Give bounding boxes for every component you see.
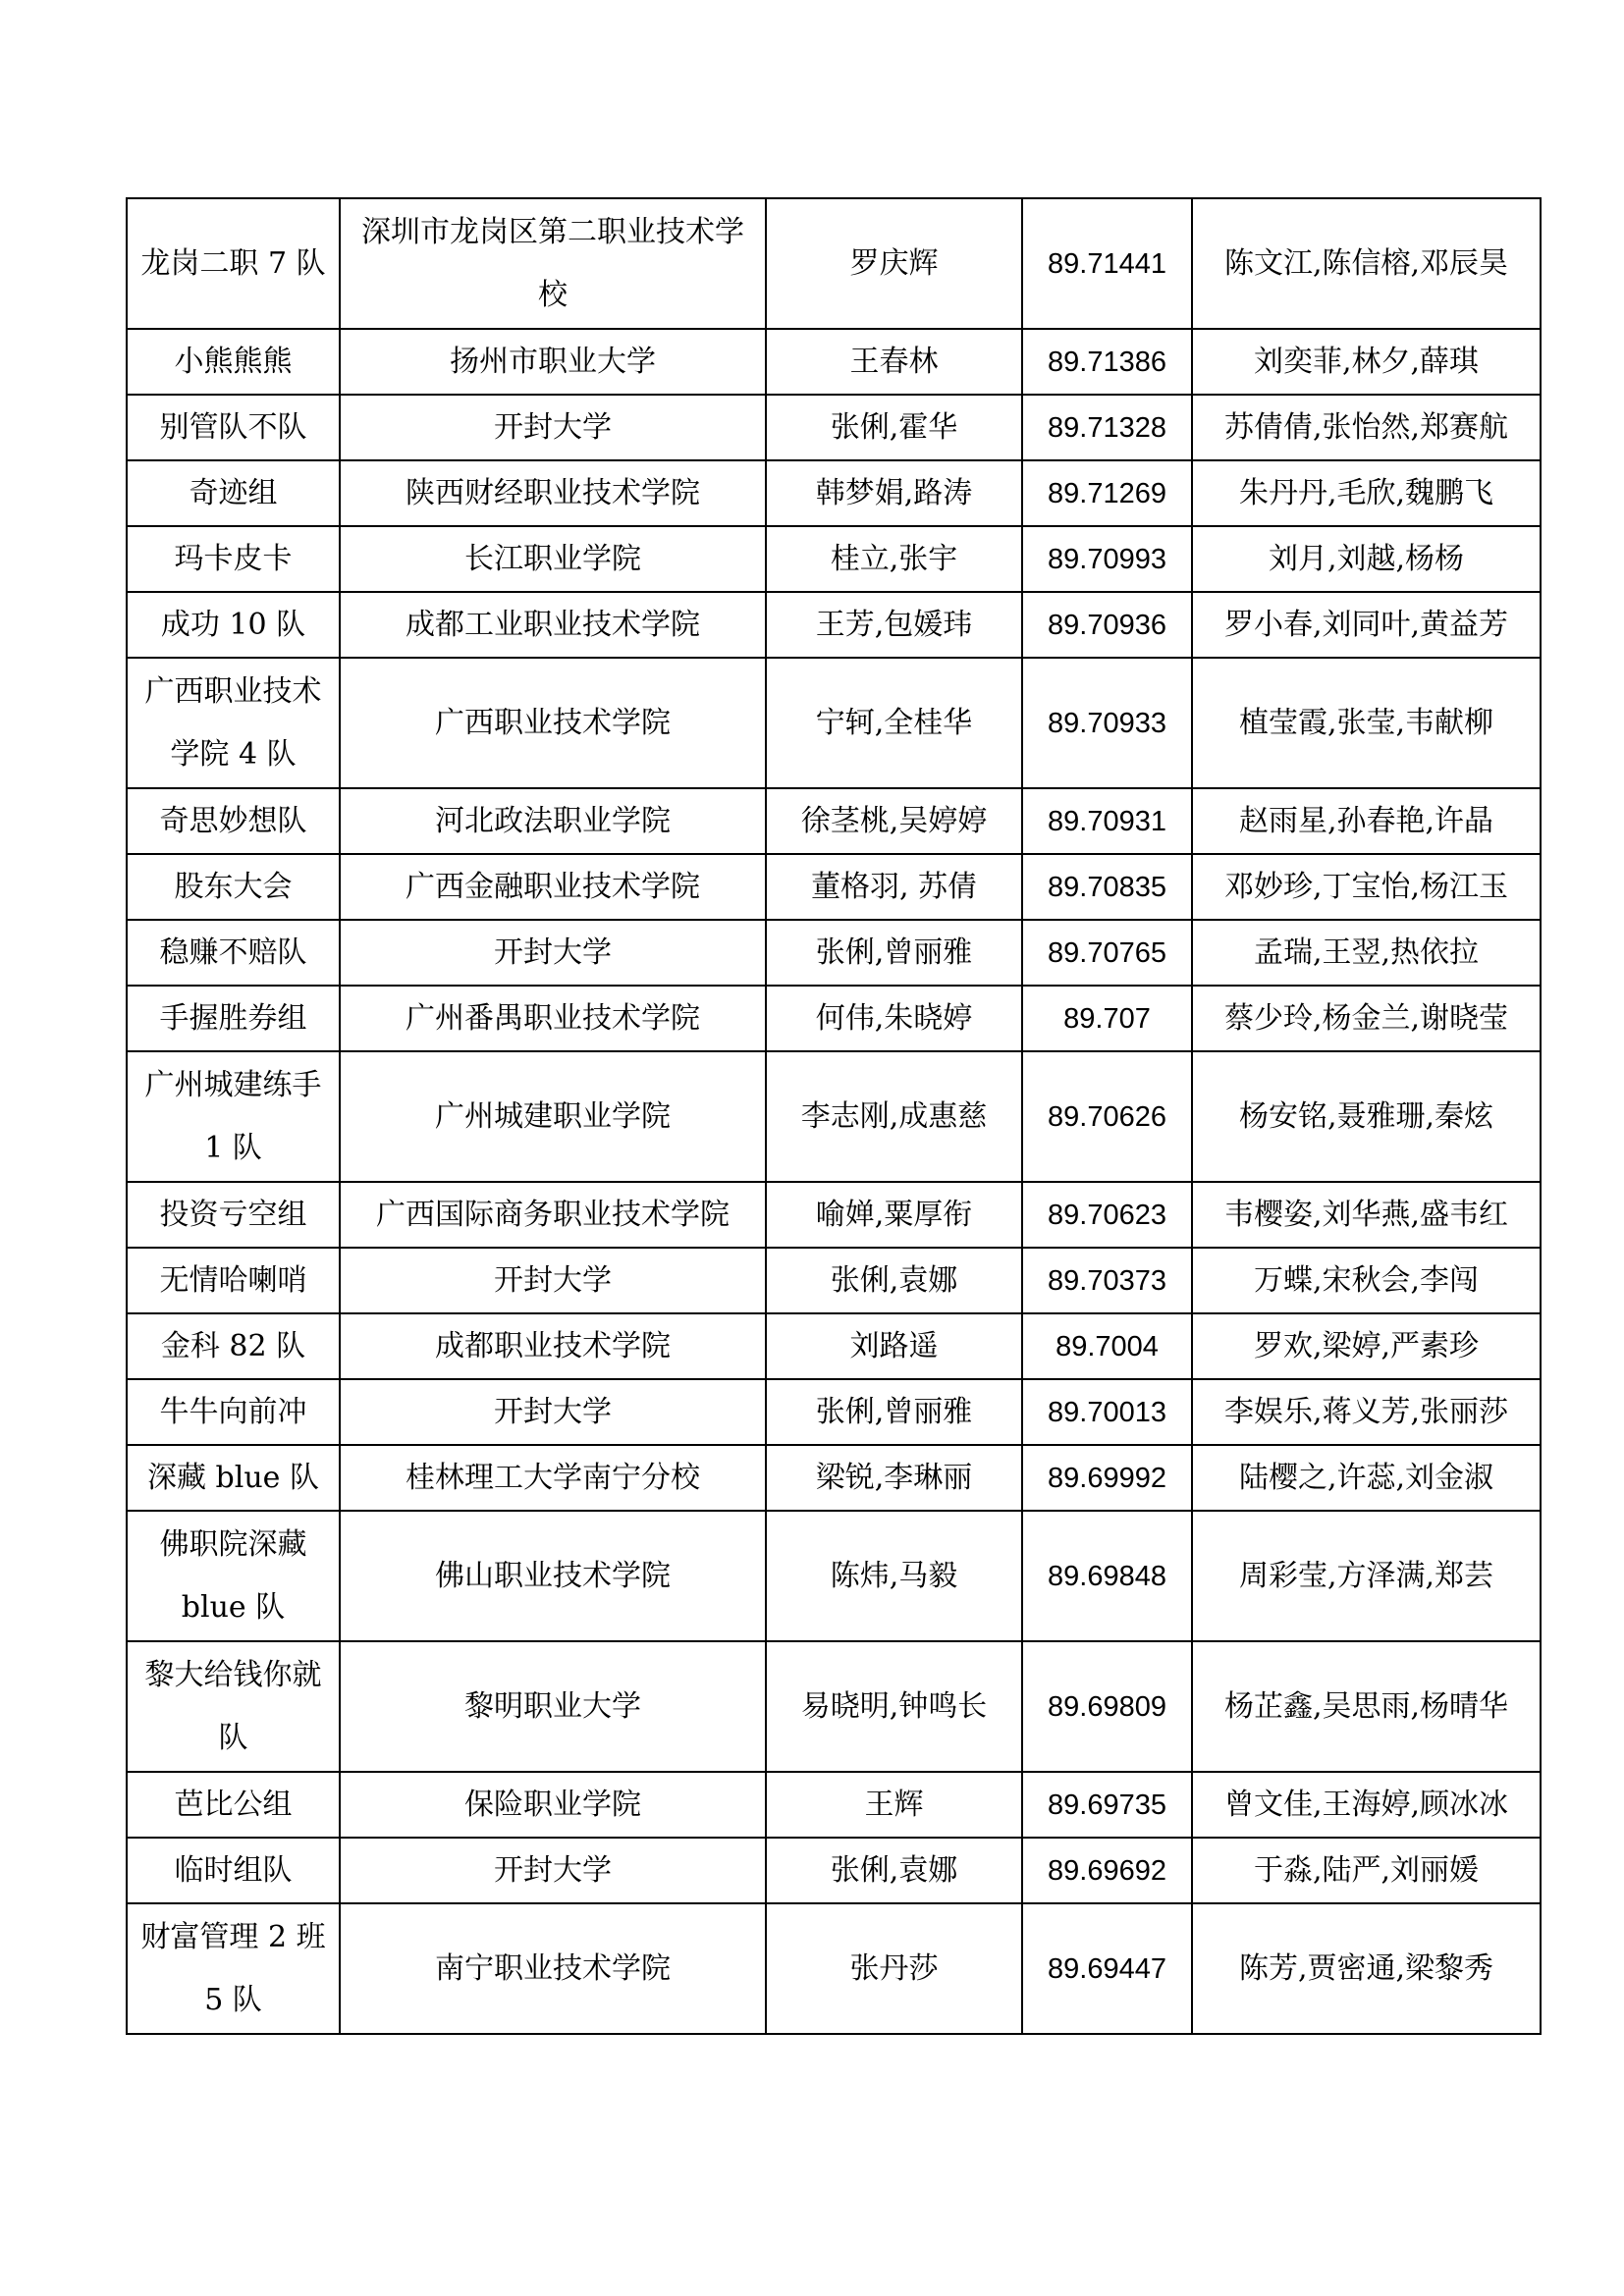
team-name-cell <box>127 854 340 920</box>
team-name-text: 奇思妙想队 <box>159 803 307 838</box>
team-name-cell <box>127 592 340 658</box>
school-cell <box>340 460 766 526</box>
team-name-cell <box>127 1313 340 1379</box>
team-name-text: 财富管理 2 班 5 队 <box>140 1919 326 2017</box>
score-text: 89.70373 <box>1048 1264 1166 1297</box>
advisor-text: 张俐,霍华 <box>830 409 958 445</box>
team-name-cell <box>127 526 340 592</box>
school-text: 成都职业技术学院 <box>435 1328 671 1363</box>
members-text: 刘月,刘越,杨杨 <box>1268 541 1465 576</box>
advisor-text: 张俐,曾丽雅 <box>815 934 973 970</box>
team-name-cell <box>127 1903 340 2034</box>
members-cell <box>1192 854 1541 920</box>
members-cell <box>1192 788 1541 854</box>
school-text: 河北政法职业学院 <box>435 803 671 838</box>
members-cell <box>1192 1511 1541 1641</box>
score-text: 89.707 <box>1063 1002 1151 1035</box>
team-name-text: 股东大会 <box>174 869 293 904</box>
members-text: 杨安铭,聂雅珊,秦炫 <box>1238 1098 1494 1134</box>
results-table <box>126 197 1542 2035</box>
team-name-text: 黎大给钱你就队 <box>144 1657 322 1755</box>
score-cell <box>1022 395 1192 460</box>
advisor-cell <box>766 329 1022 395</box>
members-text: 苏倩倩,张怡然,郑赛航 <box>1223 409 1509 445</box>
team-name-text: 龙岗二职 7 队 <box>140 245 326 281</box>
school-cell <box>340 1772 766 1838</box>
team-name-text: 别管队不队 <box>159 409 307 445</box>
score-text: 89.70835 <box>1048 871 1166 903</box>
advisor-cell <box>766 854 1022 920</box>
score-text: 89.70993 <box>1048 543 1166 575</box>
school-text: 广州城建职业学院 <box>435 1098 671 1134</box>
score-text: 89.69809 <box>1048 1690 1166 1723</box>
advisor-text: 韩梦娟,路涛 <box>815 475 973 510</box>
members-text: 赵雨星,孙春艳,许晶 <box>1238 803 1494 838</box>
members-text: 于淼,陆严,刘丽媛 <box>1253 1852 1480 1888</box>
school-text: 陕西财经职业技术学院 <box>406 475 700 510</box>
school-text: 开封大学 <box>494 1394 612 1429</box>
school-text: 广西金融职业技术学院 <box>406 869 700 904</box>
table-row <box>127 329 1541 395</box>
advisor-text: 张俐,袁娜 <box>830 1852 958 1888</box>
members-text: 刘奕菲,林夕,薛琪 <box>1253 344 1480 379</box>
score-text: 89.71386 <box>1048 346 1166 378</box>
team-name-cell <box>127 1051 340 1182</box>
team-name-text: 广州城建练手 1 队 <box>144 1067 322 1165</box>
school-cell <box>340 1379 766 1445</box>
advisor-cell <box>766 1248 1022 1313</box>
table-row <box>127 658 1541 788</box>
team-name-cell <box>127 986 340 1051</box>
team-name-text: 牛牛向前冲 <box>159 1394 307 1429</box>
members-text: 陆樱之,许蕊,刘金淑 <box>1238 1460 1494 1495</box>
score-cell <box>1022 329 1192 395</box>
table-row <box>127 1772 1541 1838</box>
team-name-cell <box>127 1511 340 1641</box>
school-cell <box>340 1838 766 1903</box>
school-cell <box>340 1182 766 1248</box>
advisor-cell <box>766 1051 1022 1182</box>
team-name-cell <box>127 198 340 329</box>
score-cell <box>1022 1051 1192 1182</box>
score-text: 89.70623 <box>1048 1199 1166 1231</box>
members-text: 孟瑞,王翌,热依拉 <box>1253 934 1480 970</box>
school-cell <box>340 1248 766 1313</box>
members-text: 韦樱姿,刘华燕,盛韦红 <box>1223 1197 1509 1232</box>
members-cell <box>1192 460 1541 526</box>
members-cell <box>1192 1313 1541 1379</box>
advisor-cell <box>766 198 1022 329</box>
advisor-text: 王芳,包媛玮 <box>815 607 973 642</box>
team-name-text: 佛职院深藏 blue 队 <box>159 1526 307 1625</box>
school-text: 开封大学 <box>494 1852 612 1888</box>
school-text: 广州番禺职业技术学院 <box>406 1000 700 1036</box>
members-cell <box>1192 1248 1541 1313</box>
score-cell <box>1022 1248 1192 1313</box>
school-text: 广西职业技术学院 <box>435 705 671 740</box>
advisor-cell <box>766 526 1022 592</box>
school-text: 开封大学 <box>494 934 612 970</box>
members-cell <box>1192 1379 1541 1445</box>
school-cell <box>340 854 766 920</box>
score-cell <box>1022 1182 1192 1248</box>
school-text: 长江职业学院 <box>464 541 641 576</box>
score-cell <box>1022 1511 1192 1641</box>
school-text: 开封大学 <box>494 409 612 445</box>
team-name-cell <box>127 1838 340 1903</box>
score-cell <box>1022 1772 1192 1838</box>
school-cell <box>340 986 766 1051</box>
team-name-text: 奇迹组 <box>189 475 278 510</box>
advisor-cell <box>766 592 1022 658</box>
team-name-text: 广西职业技术学院 4 队 <box>144 673 322 772</box>
table-row <box>127 1379 1541 1445</box>
school-cell <box>340 1313 766 1379</box>
advisor-text: 桂立,张宇 <box>830 541 958 576</box>
advisor-text: 喻婵,粟厚衔 <box>815 1197 973 1232</box>
members-cell <box>1192 986 1541 1051</box>
school-cell <box>340 788 766 854</box>
school-text: 南宁职业技术学院 <box>435 1950 671 1986</box>
table-row <box>127 1313 1541 1379</box>
advisor-text: 陈炜,马毅 <box>830 1558 958 1593</box>
advisor-cell <box>766 1445 1022 1511</box>
advisor-text: 王春林 <box>849 344 939 379</box>
school-cell <box>340 395 766 460</box>
score-text: 89.70626 <box>1048 1100 1166 1133</box>
school-cell <box>340 1445 766 1511</box>
advisor-cell <box>766 1772 1022 1838</box>
table-row <box>127 198 1541 329</box>
advisor-text: 徐茎桃,吴婷婷 <box>800 803 988 838</box>
school-cell <box>340 1903 766 2034</box>
table-row <box>127 1182 1541 1248</box>
team-name-cell <box>127 395 340 460</box>
table-row <box>127 526 1541 592</box>
table-row <box>127 592 1541 658</box>
advisor-cell <box>766 460 1022 526</box>
members-cell <box>1192 592 1541 658</box>
score-text: 89.70765 <box>1048 936 1166 969</box>
members-cell <box>1192 1051 1541 1182</box>
score-cell <box>1022 592 1192 658</box>
team-name-text: 临时组队 <box>174 1852 293 1888</box>
score-text: 89.7004 <box>1056 1330 1159 1362</box>
advisor-text: 梁锐,李琳丽 <box>815 1460 973 1495</box>
members-text: 蔡少玲,杨金兰,谢晓莹 <box>1223 1000 1509 1036</box>
school-cell <box>340 198 766 329</box>
table-row <box>127 986 1541 1051</box>
advisor-text: 张丹莎 <box>849 1950 939 1986</box>
score-text: 89.69848 <box>1048 1560 1166 1592</box>
table-row <box>127 1248 1541 1313</box>
team-name-text: 芭比公组 <box>174 1787 293 1822</box>
score-cell <box>1022 986 1192 1051</box>
score-text: 89.69735 <box>1048 1789 1166 1821</box>
school-text: 成都工业职业技术学院 <box>406 607 700 642</box>
table-row <box>127 920 1541 986</box>
score-text: 89.71269 <box>1048 477 1166 509</box>
school-text: 佛山职业技术学院 <box>435 1558 671 1593</box>
team-name-cell <box>127 658 340 788</box>
school-cell <box>340 526 766 592</box>
advisor-cell <box>766 395 1022 460</box>
team-name-cell <box>127 1379 340 1445</box>
members-text: 杨芷鑫,吴思雨,杨晴华 <box>1223 1688 1509 1724</box>
score-text: 89.69992 <box>1048 1462 1166 1494</box>
table-row <box>127 854 1541 920</box>
members-text: 罗小春,刘同叶,黄益芳 <box>1223 607 1509 642</box>
score-cell <box>1022 854 1192 920</box>
score-text: 89.71441 <box>1048 247 1166 280</box>
table-row <box>127 1641 1541 1772</box>
advisor-cell <box>766 1511 1022 1641</box>
score-text: 89.69447 <box>1048 1952 1166 1985</box>
school-cell <box>340 329 766 395</box>
members-cell <box>1192 395 1541 460</box>
members-text: 陈文江,陈信榕,邓辰昊 <box>1223 245 1509 281</box>
school-cell <box>340 920 766 986</box>
score-cell <box>1022 920 1192 986</box>
team-name-text: 玛卡皮卡 <box>174 541 293 576</box>
score-cell <box>1022 1838 1192 1903</box>
advisor-cell <box>766 1182 1022 1248</box>
members-cell <box>1192 658 1541 788</box>
advisor-cell <box>766 658 1022 788</box>
advisor-text: 罗庆辉 <box>849 245 939 281</box>
advisor-text: 董格羽, 苏倩 <box>810 869 978 904</box>
team-name-cell <box>127 920 340 986</box>
members-cell <box>1192 1445 1541 1511</box>
score-text: 89.71328 <box>1048 411 1166 444</box>
table-row <box>127 788 1541 854</box>
team-name-text: 成功 10 队 <box>160 607 306 642</box>
members-text: 植莹霞,张莹,韦献柳 <box>1238 705 1494 740</box>
advisor-text: 王辉 <box>864 1787 924 1822</box>
members-cell <box>1192 1182 1541 1248</box>
members-cell <box>1192 329 1541 395</box>
team-name-cell <box>127 1641 340 1772</box>
team-name-text: 小熊熊熊 <box>174 344 293 379</box>
advisor-cell <box>766 920 1022 986</box>
table-row <box>127 460 1541 526</box>
members-cell <box>1192 1772 1541 1838</box>
score-cell <box>1022 1445 1192 1511</box>
score-cell <box>1022 1903 1192 2034</box>
members-cell <box>1192 1641 1541 1772</box>
score-text: 89.70931 <box>1048 805 1166 837</box>
team-name-cell <box>127 1445 340 1511</box>
members-cell <box>1192 920 1541 986</box>
team-name-text: 无情哈喇哨 <box>159 1262 307 1298</box>
advisor-cell <box>766 1641 1022 1772</box>
members-cell <box>1192 526 1541 592</box>
team-name-text: 手握胜券组 <box>159 1000 307 1036</box>
school-text: 深圳市龙岗区第二职业技术学校 <box>361 214 744 312</box>
members-cell <box>1192 1838 1541 1903</box>
advisor-text: 刘路遥 <box>849 1328 939 1363</box>
advisor-text: 李志刚,成惠慈 <box>800 1098 988 1134</box>
score-cell <box>1022 198 1192 329</box>
school-text: 桂林理工大学南宁分校 <box>406 1460 700 1495</box>
members-text: 曾文佳,王海婷,顾冰冰 <box>1223 1787 1509 1822</box>
school-cell <box>340 658 766 788</box>
score-cell <box>1022 460 1192 526</box>
score-cell <box>1022 788 1192 854</box>
table-row <box>127 1445 1541 1511</box>
table-row <box>127 1051 1541 1182</box>
school-cell <box>340 1641 766 1772</box>
team-name-text: 投资亏空组 <box>159 1197 307 1232</box>
members-text: 罗欢,梁婷,严素珍 <box>1253 1328 1480 1363</box>
advisor-text: 何伟,朱晓婷 <box>815 1000 973 1036</box>
members-text: 邓妙珍,丁宝怡,杨江玉 <box>1223 869 1509 904</box>
members-cell <box>1192 1903 1541 2034</box>
advisor-cell <box>766 1379 1022 1445</box>
team-name-cell <box>127 460 340 526</box>
team-name-cell <box>127 1248 340 1313</box>
advisor-cell <box>766 1313 1022 1379</box>
team-name-cell <box>127 1772 340 1838</box>
score-cell <box>1022 1313 1192 1379</box>
school-text: 黎明职业大学 <box>464 1688 641 1724</box>
members-cell <box>1192 198 1541 329</box>
score-text: 89.70933 <box>1048 707 1166 739</box>
school-cell <box>340 592 766 658</box>
advisor-cell <box>766 986 1022 1051</box>
school-cell <box>340 1511 766 1641</box>
school-cell <box>340 1051 766 1182</box>
score-text: 89.69692 <box>1048 1854 1166 1887</box>
school-text: 广西国际商务职业技术学院 <box>376 1197 730 1232</box>
school-text: 开封大学 <box>494 1262 612 1298</box>
score-text: 89.70013 <box>1048 1396 1166 1428</box>
table-row <box>127 1903 1541 2034</box>
team-name-text: 稳赚不赔队 <box>159 934 307 970</box>
score-text: 89.70936 <box>1048 609 1166 641</box>
members-text: 朱丹丹,毛欣,魏鹏飞 <box>1238 475 1494 510</box>
members-text: 万蝶,宋秋会,李闯 <box>1253 1262 1480 1298</box>
team-name-cell <box>127 329 340 395</box>
members-text: 李娱乐,蒋义芳,张丽莎 <box>1223 1394 1509 1429</box>
advisor-text: 张俐,曾丽雅 <box>815 1394 973 1429</box>
score-cell <box>1022 1379 1192 1445</box>
team-name-cell <box>127 1182 340 1248</box>
advisor-cell <box>766 788 1022 854</box>
advisor-cell <box>766 1903 1022 2034</box>
school-text: 扬州市职业大学 <box>450 344 656 379</box>
table-row <box>127 1838 1541 1903</box>
score-cell <box>1022 526 1192 592</box>
advisor-text: 张俐,袁娜 <box>830 1262 958 1298</box>
advisor-text: 易晓明,钟鸣长 <box>800 1688 988 1724</box>
score-cell <box>1022 658 1192 788</box>
members-text: 陈芳,贾密通,梁黎秀 <box>1238 1950 1494 1986</box>
advisor-cell <box>766 1838 1022 1903</box>
team-name-text: 金科 82 队 <box>160 1328 306 1363</box>
results-table-body <box>127 198 1541 2034</box>
team-name-text: 深藏 blue 队 <box>147 1460 319 1495</box>
table-row <box>127 1511 1541 1641</box>
advisor-text: 宁轲,全桂华 <box>815 705 973 740</box>
score-cell <box>1022 1641 1192 1772</box>
table-row <box>127 395 1541 460</box>
team-name-cell <box>127 788 340 854</box>
school-text: 保险职业学院 <box>464 1787 641 1822</box>
members-text: 周彩莹,方泽满,郑芸 <box>1238 1558 1494 1593</box>
